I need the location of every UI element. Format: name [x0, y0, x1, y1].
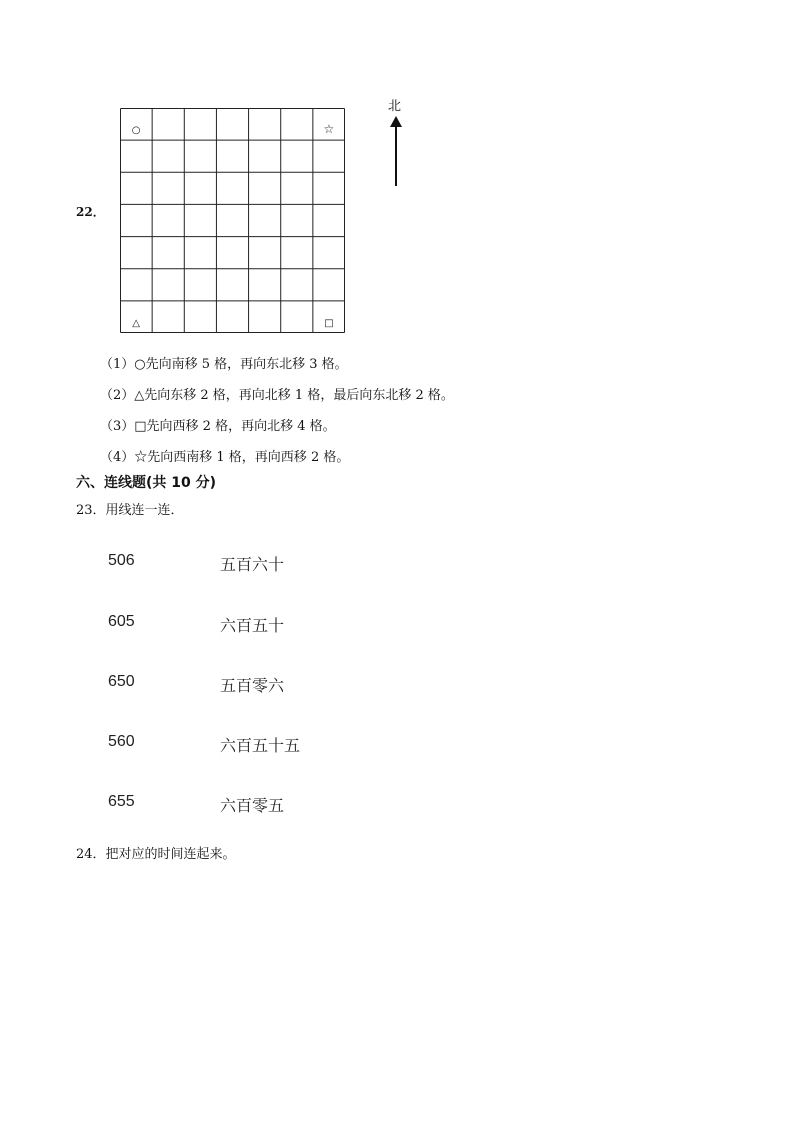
- q22-item-3: （3）□先向西移 2 格，再向北移 4 格。: [100, 419, 336, 434]
- match-word-3[interactable]: 五百零六: [220, 676, 285, 695]
- square-marker: □: [324, 317, 334, 329]
- question-23-prompt: 23．用线连一连．: [76, 503, 184, 518]
- match-word-1[interactable]: 五百六十: [220, 555, 285, 574]
- section-6-title: 六、连线题(共 10 分): [76, 475, 217, 491]
- star-marker: ☆: [323, 122, 335, 137]
- question-22-number: 22．: [76, 205, 105, 219]
- q22-item-4: （4）☆先向西南移 1 格，再向西移 2 格。: [100, 450, 350, 465]
- match-number-4[interactable]: 560: [108, 733, 135, 750]
- match-word-5[interactable]: 六百零五: [220, 796, 285, 815]
- direction-grid: [120, 108, 345, 333]
- north-arrow-shaft: [395, 122, 397, 186]
- q22-item-1: （1）○先向南移 5 格，再向东北移 3 格。: [100, 357, 348, 372]
- q22-item-2: （2）△先向东移 2 格，再向北移 1 格，最后向东北移 2 格。: [100, 388, 454, 403]
- match-number-2[interactable]: 605: [108, 613, 135, 630]
- north-label: 北: [388, 99, 402, 114]
- match-number-5[interactable]: 655: [108, 793, 135, 810]
- match-word-2[interactable]: 六百五十: [220, 616, 285, 635]
- triangle-marker: △: [132, 317, 140, 329]
- question-24-prompt: 24．把对应的时间连起来。: [76, 847, 236, 862]
- match-number-1[interactable]: 506: [108, 552, 135, 569]
- circle-marker: ○: [131, 125, 141, 137]
- match-number-3[interactable]: 650: [108, 673, 135, 690]
- match-word-4[interactable]: 六百五十五: [220, 736, 301, 755]
